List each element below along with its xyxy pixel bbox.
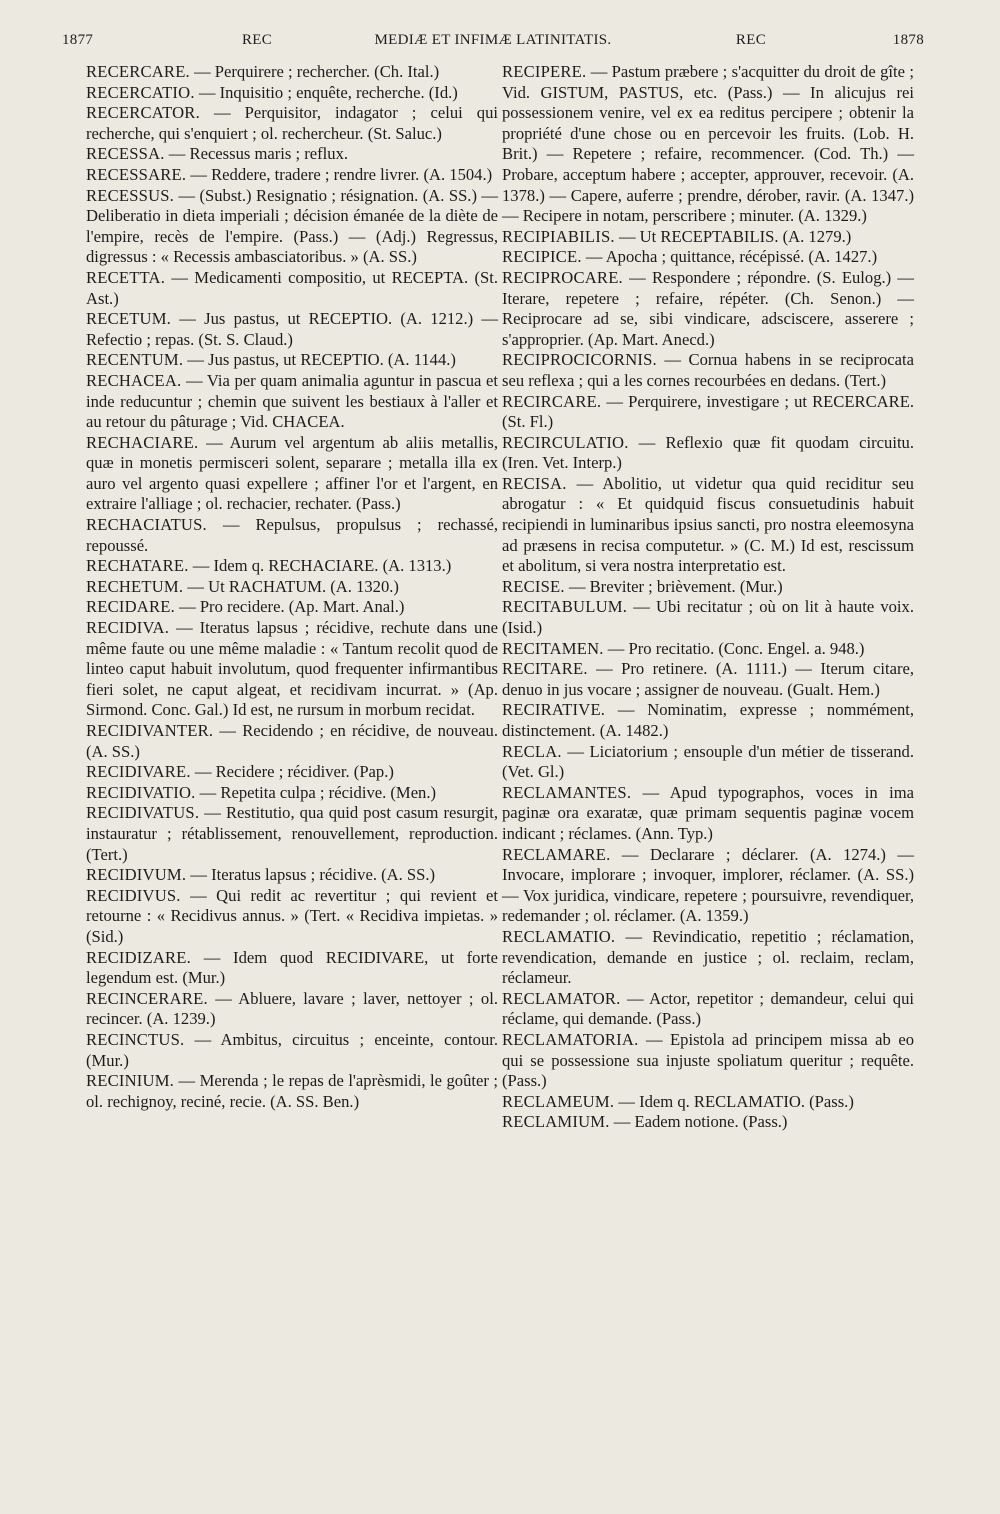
- entry-definition: — Declarare ; déclarer. (A. 1274.) — Invocare, implorare ; invoquer, implorer, réclamer. (A. SS.) — Vox juridica, vindicare, repetere ; poursuivre, revendiquer, redemander ; ol. réclamer. (A. 1359.): [502, 844, 914, 926]
- dictionary-entry: [502, 783, 914, 845]
- entry-headword: RECIRCARE.: [502, 391, 602, 411]
- entry-paragraph: [502, 433, 914, 474]
- dictionary-entry: [502, 927, 914, 989]
- entry-definition: — Apocha ; quittance, récépissé. (A. 1427.): [585, 247, 878, 267]
- dictionary-entry: [86, 350, 498, 371]
- entry-headword: RECLAMATORIA.: [502, 1029, 639, 1049]
- entry-definition: — Pro recitatio. (Conc. Engel. a. 948.): [607, 638, 865, 658]
- entry-paragraph: [86, 268, 498, 309]
- entry-headword: RECIDIVANTER.: [86, 721, 214, 740]
- entry-definition: — Pro retinere. (A. 1111.) — Iterum citare, denuo in jus vocare ; assigner de nouveau. (Gualt. Hem.): [502, 659, 915, 699]
- entry-paragraph: [502, 62, 914, 227]
- entry-headword: RECHETUM.: [86, 576, 184, 596]
- dictionary-entry: [86, 371, 498, 433]
- entry-definition: — Pro recidere. (Ap. Mart. Anal.): [179, 597, 405, 617]
- entry-paragraph: [502, 227, 914, 248]
- entry-definition: — Respondere ; répondre. (S. Eulog.) — Iterare, repetere ; refaire, répéter. (Ch. Senon.) — Reciprocare ad se, sibi vindicare, adsciscere, asserere ; s'approprier. (Ap. Mart. Anecd.): [502, 267, 914, 349]
- dictionary-entry: [502, 700, 914, 741]
- entry-headword: RECIPIABILIS.: [502, 226, 615, 246]
- dictionary-entry: [502, 392, 914, 433]
- entry-paragraph: [86, 371, 498, 433]
- entry-paragraph: [86, 1030, 498, 1071]
- entry-headword: RECHATARE.: [86, 556, 189, 576]
- entry-paragraph: [86, 350, 498, 371]
- entry-definition: — Jus pastus, ut RECEPTIO. (A. 1212.) — Refectio ; repas. (St. S. Claud.): [86, 309, 498, 349]
- entry-definition: — Restitutio, qua quid post casum resurgit, instauratur ; rétablissement, renouvellement, reproduction. (Tert.): [86, 803, 498, 864]
- dictionary-entry: [502, 577, 914, 598]
- entry-definition: — Idem q. RECLAMATIO. (Pass.): [618, 1091, 854, 1111]
- entry-paragraph: [86, 597, 498, 618]
- entry-paragraph: [86, 186, 498, 268]
- dictionary-entry: [86, 62, 498, 83]
- entry-paragraph: [502, 1112, 914, 1133]
- dictionary-entry: [86, 83, 498, 104]
- entry-paragraph: [502, 927, 914, 989]
- entry-definition: — (Subst.) Resignatio ; résignation. (A. SS.) — Deliberatio in dieta imperiali ; décision émanée de la diète de l'empire, recès de l'empire. (Pass.) — (Adj.) Regressus, digressus : « Recessis ambasciatoribus. » (A. SS.): [86, 185, 498, 267]
- page-number-right: 1878: [892, 32, 924, 48]
- dictionary-entry: [86, 1071, 498, 1112]
- entry-paragraph: [86, 865, 498, 886]
- entry-definition: — Ambitus, circuitus ; enceinte, contour. (Mur.): [86, 1029, 498, 1070]
- entry-headword: RECETUM.: [86, 309, 172, 329]
- entry-headword: RECENTUM.: [86, 350, 184, 370]
- dictionary-entry: [502, 474, 914, 577]
- entry-definition: — Recidendo ; en récidive, de nouveau. (A. SS.): [86, 721, 499, 761]
- dictionary-entry: [86, 309, 498, 350]
- entry-definition: — Actor, repetitor ; demandeur, celui qui réclame, qui demande. (Pass.): [502, 988, 914, 1029]
- entry-headword: RECLAMEUM.: [502, 1091, 615, 1111]
- entry-definition: — Repulsus, propulsus ; rechassé, repoussé.: [86, 515, 498, 555]
- entry-definition: — Apud typographos, voces in ima paginæ ora exaratæ, quæ primam sequentis paginæ vocem indicant ; réclames. (Ann. Typ.): [502, 782, 914, 843]
- entry-paragraph: [86, 309, 498, 350]
- entry-headword: RECERCATIO.: [86, 82, 195, 102]
- entry-definition: — Nominatim, expresse ; nommément, distinctement. (A. 1482.): [502, 700, 915, 740]
- entry-paragraph: [86, 62, 498, 83]
- dictionary-entry: [86, 556, 498, 577]
- entry-definition: — Perquisitor, indagator ; celui qui recherche, qui s'enquiert ; ol. rechercheur. (St. Saluc.): [86, 103, 498, 143]
- entry-definition: — Ut RACHATUM. (A. 1320.): [187, 576, 399, 596]
- entry-paragraph: [502, 268, 914, 350]
- dictionary-entry: [86, 433, 498, 515]
- entry-headword: RECLAMANTES.: [502, 782, 632, 802]
- entry-paragraph: [86, 165, 498, 186]
- entry-definition: — Liciatorium ; ensouple d'un métier de tisserand. (Vet. Gl.): [502, 741, 915, 782]
- entry-headword: RECITAMEN.: [502, 638, 604, 658]
- entry-headword: RECIDARE.: [86, 597, 175, 617]
- entry-definition: — Jus pastus, ut RECEPTIO. (A. 1144.): [187, 350, 456, 370]
- entry-headword: RECHACIATUS.: [86, 515, 207, 535]
- entry-definition: — Cornua habens in se reciprocata seu reflexa ; qui a les cornes recourbées en dedans. (Tert.): [502, 350, 914, 390]
- entry-paragraph: [502, 989, 914, 1030]
- entry-headword: RECISA.: [502, 473, 567, 493]
- entry-definition: — Reddere, tradere ; rendre livrer. (A. 1504.): [190, 164, 493, 184]
- dictionary-entry: [502, 597, 914, 638]
- dictionary-entry: [86, 865, 498, 886]
- section-abbr-right: REC: [735, 32, 766, 48]
- entry-headword: RECIPROCARE.: [502, 267, 623, 287]
- dictionary-entry: [502, 227, 914, 248]
- entry-headword: RECESSUS.: [86, 185, 175, 205]
- dictionary-entry: [86, 721, 498, 762]
- entry-headword: RECITARE.: [502, 659, 588, 679]
- dictionary-entry: [86, 186, 498, 268]
- entry-headword: RECIDIZARE.: [86, 947, 191, 967]
- dictionary-entry: [86, 1030, 498, 1071]
- entry-definition: — Ut RECEPTABILIS. (A. 1279.): [618, 226, 852, 246]
- page-number-left: 1877: [62, 32, 94, 48]
- entry-definition: — Perquirere, investigare ; ut RECERCARE. (St. Fl.): [502, 391, 914, 432]
- left-column: [86, 62, 498, 1112]
- dictionary-entry: [502, 845, 914, 927]
- dictionary-entry: [86, 515, 498, 556]
- entry-paragraph: [502, 350, 914, 391]
- entry-definition: — Idem quod RECIDIVARE, ut forte legendum est. (Mur.): [86, 947, 498, 988]
- dictionary-entry: [502, 268, 914, 350]
- entry-definition: — Ubi recitatur ; où on lit à haute voix. (Isid.): [502, 597, 914, 638]
- entry-definition: — Qui redit ac revertitur ; qui revient et retourne : « Recidivus annus. » (Tert. « Recidiva impietas. » (Sid.): [86, 885, 498, 946]
- dictionary-entry: [502, 433, 914, 474]
- entry-paragraph: [86, 618, 498, 721]
- entry-paragraph: [86, 556, 498, 577]
- entry-headword: RECIPERE.: [502, 62, 587, 81]
- entry-headword: RECIPICE.: [502, 247, 582, 267]
- entry-headword: RECIRCULATIO.: [502, 432, 629, 452]
- entry-paragraph: [86, 515, 498, 556]
- entry-paragraph: [502, 392, 914, 433]
- dictionary-entry: [502, 1092, 914, 1113]
- running-header: [62, 32, 924, 56]
- dictionary-entry: [86, 103, 498, 144]
- dictionary-entry: [86, 783, 498, 804]
- entry-paragraph: [86, 721, 498, 762]
- entry-definition: — Epistola ad principem missa ab eo qui se possessione sua injuste spoliatum queritur ; requête. (Pass.): [502, 1029, 914, 1091]
- entry-definition: — Aurum vel argentum ab aliis metallis, quæ in monetis permisceri solent, separare ; metalla illa ex auro vel argento quasi expellere ; affiner l'or et l'argent, en extraire l'alliage ; ol. rechacier, rechater. (Pass.): [86, 432, 498, 514]
- dictionary-entry: [86, 989, 498, 1030]
- entry-definition: — Reflexio quæ fit quodam circuitu. (Iren. Vet. Interp.): [502, 432, 915, 473]
- entry-headword: RECINCERARE.: [86, 988, 208, 1008]
- entry-paragraph: [86, 1071, 498, 1112]
- entry-definition: — Abolitio, ut videtur qua quid reciditur seu abrogatur : « Et quidquid fiscus consuetudinis habuit recipiendi in luminaribus ipsius sancti, pro nostra eleemosyna ad præsens in recisa computetur. » (C. M.) Id est, rescissum et abolitum, si vera nostra interpretatio est.: [502, 473, 914, 576]
- entry-headword: RECERCARE.: [86, 62, 190, 81]
- entry-definition: — Medicamenti compositio, ut RECEPTA. (St. Ast.): [86, 267, 498, 308]
- dictionary-entry: [86, 803, 498, 865]
- entry-paragraph: [502, 247, 914, 268]
- entry-headword: RECIDIVA.: [86, 618, 170, 638]
- entry-paragraph: [502, 474, 914, 577]
- entry-definition: — Pastum præbere ; s'acquitter du droit de gîte ; Vid. GISTUM, PASTUS, etc. (Pass.) — In alicujus rei possessionem venire, vel ex ea reditus percipere ; obtenir la propriété d'une chose ou en percevoir les fruits. (Lob. H. Brit.) — Repetere ; refaire, recommencer. (Cod. Th.) — Probare, acceptum habere ; accepter, approuver, recevoir. (A. 1378.) — Capere, auferre ; prendre, dérober, ravir. (A. 1347.) — Recipere in notam, perscribere ; minuter. (A. 1329.): [502, 62, 914, 226]
- entry-definition: — Merenda ; le repas de l'aprèsmidi, le goûter ; ol. rechignoy, reciné, recie. (A. SS. Ben.): [86, 1071, 498, 1111]
- entry-headword: RECIDIVATIO.: [86, 782, 196, 802]
- dictionary-entry: [86, 618, 498, 721]
- dictionary-entry: [502, 1112, 914, 1133]
- dictionary-entry: [502, 742, 914, 783]
- entry-paragraph: [502, 577, 914, 598]
- entry-paragraph: [86, 762, 498, 783]
- entry-headword: RECIDIVARE.: [86, 762, 191, 782]
- right-column: [502, 62, 914, 1133]
- dictionary-entry: [502, 639, 914, 660]
- entry-paragraph: [502, 783, 914, 845]
- entry-headword: RECHACEA.: [86, 370, 182, 390]
- entry-definition: — Idem q. RECHACIARE. (A. 1313.): [192, 556, 452, 576]
- entry-headword: RECLAMIUM.: [502, 1112, 610, 1132]
- entry-paragraph: [502, 659, 914, 700]
- entry-definition: — Perquirere ; rechercher. (Ch. Ital.): [194, 62, 440, 81]
- entry-definition: — Recidere ; récidiver. (Pap.): [194, 762, 394, 782]
- entry-definition: — Iteratus lapsus ; récidive, rechute dans une même faute ou une même maladie : « Tantum recolit quod de linteo caput habuit involutum, quod frequenter infirmantibus fieri solet, ne caput algeat, et recidivam incurrat. » (Ap. Sirmond. Conc. Gal.) Id est, ne rursum in morbum recidat.: [86, 618, 498, 720]
- entry-headword: RECIRATIVE.: [502, 700, 606, 720]
- entry-paragraph: [502, 845, 914, 927]
- entry-paragraph: [86, 433, 498, 515]
- dictionary-entry: [502, 659, 914, 700]
- entry-paragraph: [86, 989, 498, 1030]
- entry-paragraph: [86, 783, 498, 804]
- entry-definition: — Recessus maris ; reflux.: [168, 144, 349, 164]
- entry-paragraph: [86, 577, 498, 598]
- entry-definition: — Repetita culpa ; récidive. (Men.): [199, 782, 437, 802]
- entry-headword: RECLAMATIO.: [502, 926, 616, 946]
- entry-headword: RECERCATOR.: [86, 103, 200, 123]
- dictionary-entry: [502, 1030, 914, 1092]
- entry-definition: — Eadem notione. (Pass.): [613, 1112, 788, 1132]
- entry-headword: RECESSA.: [86, 144, 165, 164]
- entry-headword: RECISE.: [502, 576, 565, 596]
- dictionary-entry: [86, 597, 498, 618]
- entry-paragraph: [86, 803, 498, 865]
- dictionary-entry: [86, 144, 498, 165]
- entry-headword: RECLA.: [502, 741, 562, 761]
- entry-headword: RECITABULUM.: [502, 597, 628, 617]
- entry-headword: RECIDIVATUS.: [86, 803, 200, 823]
- entry-headword: RECINIUM.: [86, 1071, 174, 1091]
- entry-paragraph: [502, 1092, 914, 1113]
- entry-headword: RECETTA.: [86, 267, 166, 287]
- dictionary-entry: [502, 989, 914, 1030]
- dictionary-entry: [86, 948, 498, 989]
- entry-paragraph: [502, 700, 914, 741]
- entry-headword: RECIDIVUM.: [86, 865, 187, 885]
- dictionary-entry: [86, 268, 498, 309]
- entry-headword: RECHACIARE.: [86, 432, 199, 452]
- entry-paragraph: [502, 597, 914, 638]
- entry-paragraph: [502, 639, 914, 660]
- entry-paragraph: [86, 103, 498, 144]
- entry-paragraph: [86, 83, 498, 104]
- entry-definition: — Inquisitio ; enquête, recherche. (Id.): [198, 82, 458, 102]
- entry-headword: RECLAMATOR.: [502, 988, 621, 1008]
- entry-headword: RECINCTUS.: [86, 1029, 185, 1049]
- dictionary-entry: [502, 350, 914, 391]
- entry-paragraph: [86, 886, 498, 948]
- section-abbr-left: REC: [242, 32, 273, 48]
- entry-definition: — Iteratus lapsus ; récidive. (A. SS.): [190, 865, 436, 885]
- entry-headword: RECIPROCICORNIS.: [502, 350, 657, 370]
- dictionary-entry: [502, 247, 914, 268]
- entry-paragraph: [502, 1030, 914, 1092]
- dictionary-entry: [86, 886, 498, 948]
- entry-paragraph: [86, 948, 498, 989]
- dictionary-entry: [502, 62, 914, 227]
- dictionary-entry: [86, 762, 498, 783]
- entry-paragraph: [86, 144, 498, 165]
- entry-paragraph: [502, 742, 914, 783]
- entry-definition: — Revindicatio, repetitio ; réclamation, revendication, demande en justice ; ol. reclaim, reclam, réclameur.: [502, 926, 915, 988]
- entry-definition: — Breviter ; brièvement. (Mur.): [568, 576, 783, 596]
- entry-headword: RECLAMARE.: [502, 844, 611, 864]
- entry-headword: RECIDIVUS.: [86, 885, 181, 905]
- entry-definition: — Via per quam animalia aguntur in pascua et inde reducuntur ; chemin que suivent les bestiaux à l'aller et au retour du pâturage ; Vid. CHACEA.: [86, 370, 498, 432]
- entry-definition: — Abluere, lavare ; laver, nettoyer ; ol. recincer. (A. 1239.): [86, 988, 498, 1029]
- dictionary-entry: [86, 577, 498, 598]
- entry-headword: RECESSARE.: [86, 164, 187, 184]
- dictionary-entry: [86, 165, 498, 186]
- running-title: MEDIÆ ET INFIMÆ LATINITATIS.: [374, 32, 612, 48]
